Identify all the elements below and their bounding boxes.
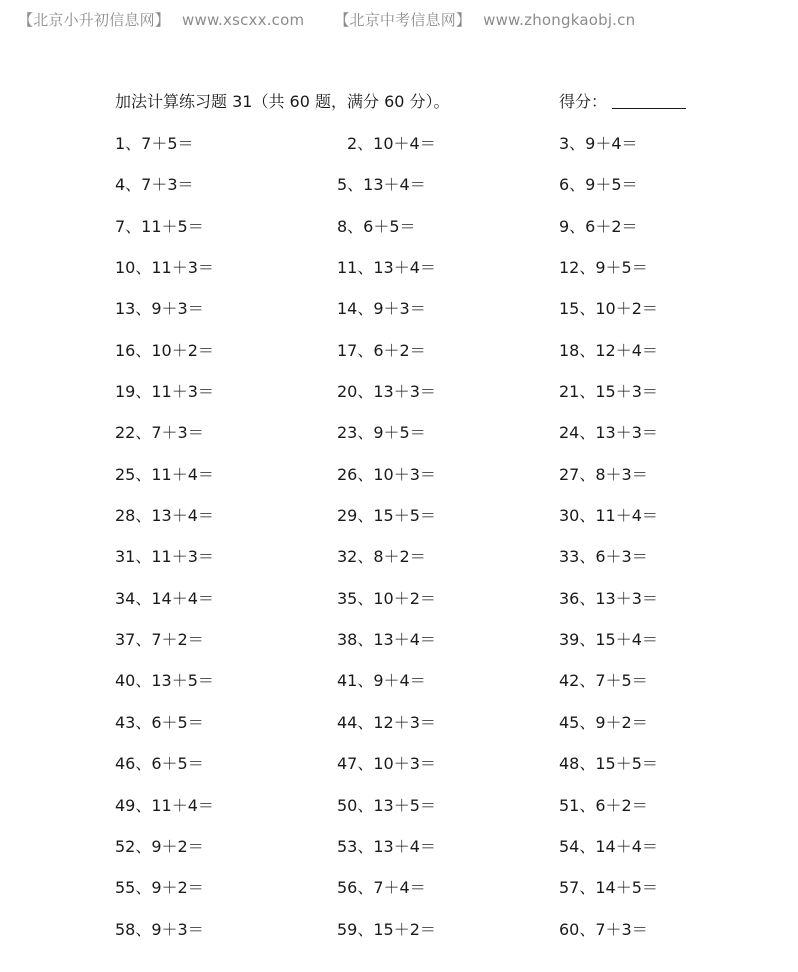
problem-item: 22、7＋3＝ <box>115 423 204 443</box>
problem-item: 40、13＋5＝ <box>115 671 214 691</box>
problem-item: 53、13＋4＝ <box>337 836 436 856</box>
problem-item: 2、10＋4＝ <box>347 134 436 153</box>
problem-item: 6、9＋5＝ <box>559 175 638 195</box>
problem-item: 39、15＋4＝ <box>559 630 658 650</box>
problem-item: 23、9＋5＝ <box>337 423 426 443</box>
problem-item: 31、11＋3＝ <box>115 547 214 567</box>
problem-item: 52、9＋2＝ <box>115 836 204 856</box>
problem-item: 48、15＋5＝ <box>559 754 658 774</box>
problem-item: 42、7＋5＝ <box>559 671 648 691</box>
score-label: 得分： <box>559 92 608 111</box>
problem-item: 19、11＋3＝ <box>115 382 214 402</box>
problem-grid <box>115 133 775 960</box>
problem-item: 7、11＋5＝ <box>115 216 204 236</box>
problem-item: 49、11＋4＝ <box>115 795 214 815</box>
problem-item: 50、13＋5＝ <box>337 795 436 815</box>
page-header <box>18 9 635 30</box>
worksheet-title: 加法计算练习题 31（共 60 题，满分 60 分）。 <box>115 92 450 111</box>
problem-item: 55、9＋2＝ <box>115 878 204 898</box>
problem-item: 25、11＋4＝ <box>115 464 214 484</box>
problem-item: 56、7＋4＝ <box>337 878 426 898</box>
problem-item: 29、15＋5＝ <box>337 506 436 526</box>
problem-item: 59、15＋2＝ <box>337 919 436 939</box>
problem-item: 1、7＋5＝ <box>115 134 194 153</box>
problem-item: 30、11＋4＝ <box>559 506 658 526</box>
problem-item: 44、12＋3＝ <box>337 712 436 732</box>
problem-item: 26、10＋3＝ <box>337 464 436 484</box>
problem-item: 36、13＋3＝ <box>559 588 658 608</box>
score-blank-line <box>612 108 686 109</box>
problem-item: 43、6＋5＝ <box>115 712 204 732</box>
problem-item: 47、10＋3＝ <box>337 754 436 774</box>
problem-item: 28、13＋4＝ <box>115 506 214 526</box>
problem-item: 14、9＋3＝ <box>337 299 426 319</box>
problem-item: 8、6＋5＝ <box>337 216 416 236</box>
problem-item: 11、13＋4＝ <box>337 258 436 278</box>
problem-item: 34、14＋4＝ <box>115 588 214 608</box>
problem-item: 15、10＋2＝ <box>559 299 658 319</box>
problem-item: 27、8＋3＝ <box>559 464 648 484</box>
problem-item: 54、14＋4＝ <box>559 836 658 856</box>
site2-name: 【北京中考信息网】 <box>334 11 472 29</box>
problem-item: 60、7＋3＝ <box>559 919 648 939</box>
problem-item: 13、9＋3＝ <box>115 299 204 319</box>
problem-item: 24、13＋3＝ <box>559 423 658 443</box>
problem-item: 41、9＋4＝ <box>337 671 426 691</box>
title-row <box>115 89 715 113</box>
problem-item: 38、13＋4＝ <box>337 630 436 650</box>
problem-item: 51、6＋2＝ <box>559 795 648 815</box>
problem-item: 45、9＋2＝ <box>559 712 648 732</box>
problem-item: 10、11＋3＝ <box>115 258 214 278</box>
problem-item: 4、7＋3＝ <box>115 175 194 195</box>
problem-item: 3、9＋4＝ <box>559 134 638 153</box>
problem-item: 9、6＋2＝ <box>559 216 638 236</box>
problem-item: 37、7＋2＝ <box>115 630 204 650</box>
problem-item: 17、6＋2＝ <box>337 340 426 360</box>
problem-item: 18、12＋4＝ <box>559 340 658 360</box>
problem-item: 33、6＋3＝ <box>559 547 648 567</box>
problem-item: 20、13＋3＝ <box>337 382 436 402</box>
site2-url[interactable]: www.zhongkaobj.cn <box>483 11 636 29</box>
problem-item: 32、8＋2＝ <box>337 547 426 567</box>
problem-item: 5、13＋4＝ <box>337 175 426 195</box>
problem-item: 12、9＋5＝ <box>559 258 648 278</box>
site1-name: 【北京小升初信息网】 <box>18 11 171 29</box>
problem-item: 58、9＋3＝ <box>115 919 204 939</box>
problem-item: 16、10＋2＝ <box>115 340 214 360</box>
problem-item: 57、14＋5＝ <box>559 878 658 898</box>
problem-item: 35、10＋2＝ <box>337 588 436 608</box>
problem-item: 21、15＋3＝ <box>559 382 658 402</box>
problem-item: 46、6＋5＝ <box>115 754 204 774</box>
site1-url[interactable]: www.xscxx.com <box>182 11 305 29</box>
